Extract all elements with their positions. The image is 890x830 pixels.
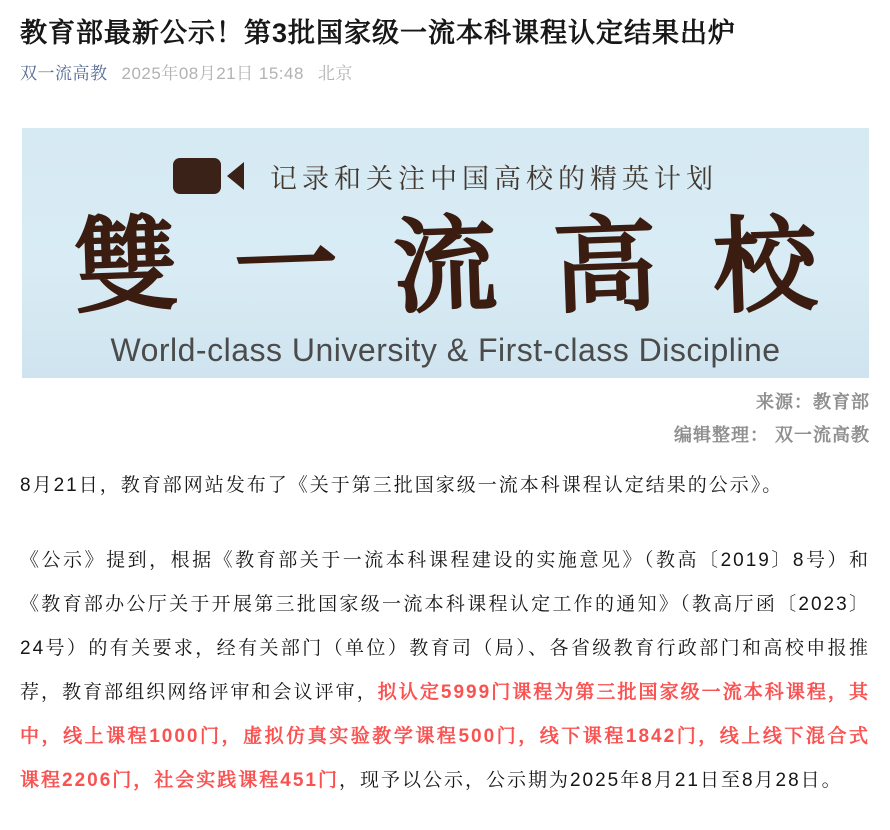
paragraph-2-tail: ，现予以公示，公示期为2025年8月21日至8月28日。	[338, 770, 843, 791]
paragraph-1: 8月21日，教育部网站发布了《关于第三批国家级一流本科课程认定结果的公示》。	[20, 475, 784, 496]
video-camera-icon-lens	[227, 162, 244, 190]
article-title: 教育部最新公示！第3批国家级一流本科课程认定结果出炉	[20, 18, 737, 48]
credits-block	[20, 386, 870, 452]
article-page	[0, 14, 890, 803]
paragraph-2-highlight: 拟认定5999门课程为第三批国家级一流本科课程，其中，线上课程1000门，虚拟仿真实验教学课程500门，线下课程1842门，线上线下混合式课程2206门，社会实践课程451门	[20, 682, 870, 791]
banner-calligraphy	[22, 200, 869, 332]
publish-datetime: 2025年08月21日 15:48	[121, 64, 304, 83]
banner-image[interactable]	[22, 128, 869, 378]
video-camera-icon-body	[173, 158, 221, 194]
banner-english-caption: World-class University & First-class Discipline	[110, 332, 781, 368]
paragraph-2-lead: 《公示》提到，根据《教育部关于一流本科课程建设的实施意见》（教高〔2019〕8号）和《教育部办公厅关于开展第三批国家级一流本科课程认定工作的通知》（教高厅函〔2023〕24号）的有关要求，经有关部门（单位）教育司（局）、各省级教育行政部门和高校申报推荐，教育部组织网络评审和会议评审，	[20, 550, 870, 703]
source-line: 来源：教育部	[756, 392, 870, 412]
calligraphy-char: 高	[551, 202, 660, 329]
calligraphy-char: 一	[231, 202, 340, 329]
byline	[20, 62, 870, 86]
banner-slogan: 记录和关注中国高校的精英计划	[270, 163, 718, 194]
paragraph-2	[20, 539, 870, 803]
banner-header-row	[173, 154, 718, 198]
publish-location: 北京	[317, 64, 353, 83]
account-name-link[interactable]: 双一流高教	[20, 64, 108, 83]
video-camera-icon	[173, 158, 244, 194]
calligraphy-char: 流	[391, 202, 500, 329]
calligraphy-char: 雙	[71, 202, 181, 329]
calligraphy-char: 校	[710, 202, 820, 329]
editor-line: 编辑整理： 双一流高教	[674, 425, 870, 445]
